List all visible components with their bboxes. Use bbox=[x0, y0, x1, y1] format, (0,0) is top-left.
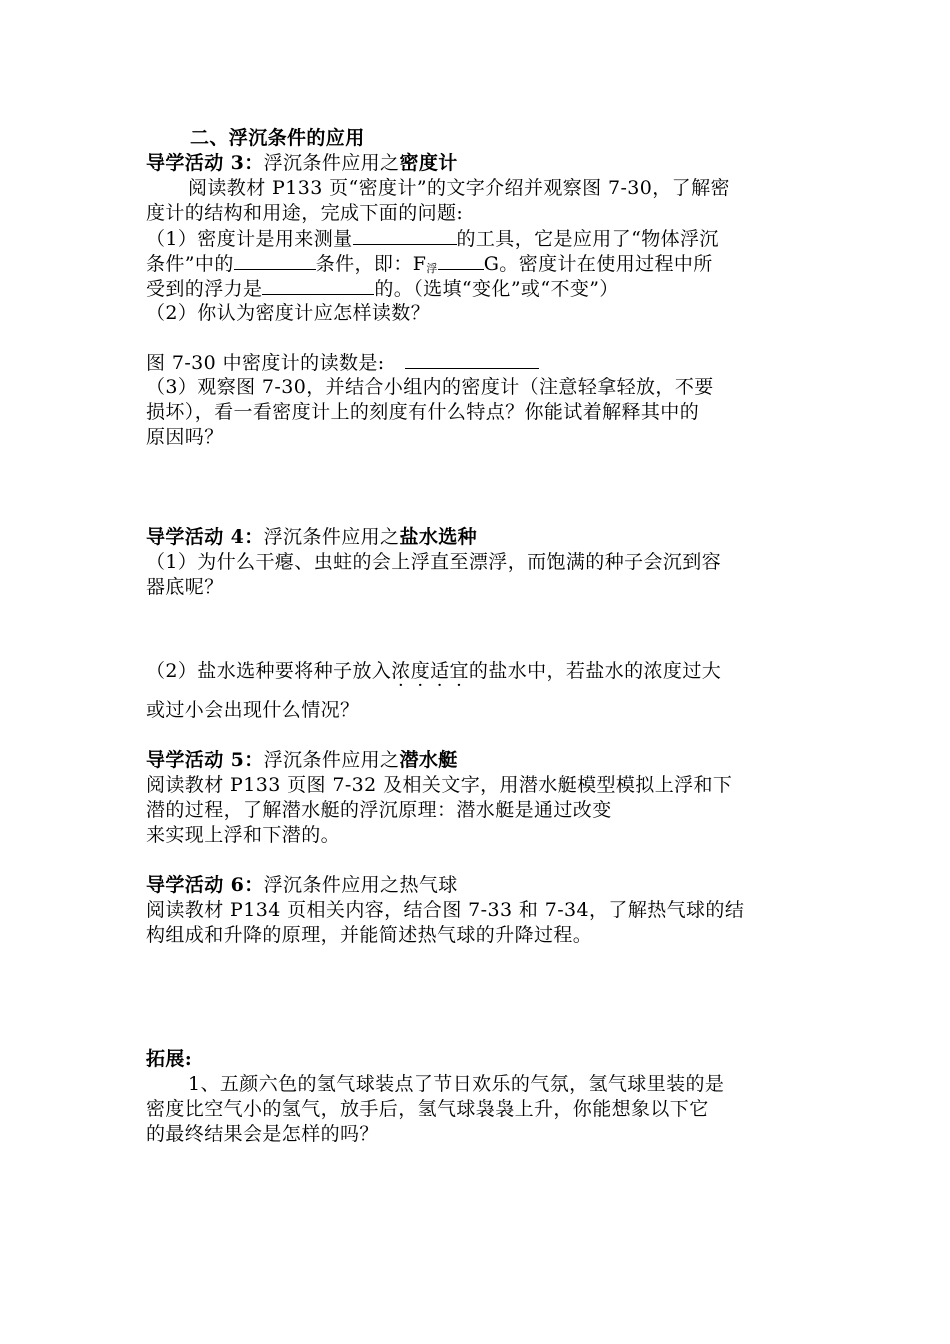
activity6-heading bbox=[146, 873, 458, 897]
extension-heading: 拓展: bbox=[146, 1048, 193, 1070]
activity3-q2: （2）你认为密度计应怎样读数？ bbox=[146, 302, 431, 324]
activity3-label: 导学活动 3： bbox=[146, 152, 264, 174]
section-title: 二、浮沉条件的应用 bbox=[190, 127, 365, 149]
activity5-label: 导学活动 5： bbox=[146, 749, 264, 771]
reading-label: 图 7-30 中密度计的读数是: bbox=[146, 352, 385, 374]
blank-measure[interactable] bbox=[353, 226, 457, 245]
emphasis-char: 宜 bbox=[449, 660, 469, 682]
extension-line3: 的最终结果会是怎样的吗？ bbox=[146, 1123, 379, 1145]
q1-text-f: G。密度计在使用过程中所 bbox=[483, 253, 713, 275]
q1-text-h: 的。（选填“变化”或“不变”） bbox=[374, 278, 619, 300]
q1-text-b: 的工具，它是应用了“物体浮沉 bbox=[456, 228, 719, 250]
blank-reading[interactable] bbox=[405, 350, 539, 369]
activity3-heading bbox=[146, 151, 458, 175]
activity5-title: 浮沉条件应用之 bbox=[263, 749, 400, 771]
q1-text-g: 受到的浮力是 bbox=[146, 278, 263, 300]
f-subscript: 浮 bbox=[426, 262, 438, 275]
activity5-line1: 阅读教材 P133 页图 7-32 及相关文字，用潜水艇模型模拟上浮和下 bbox=[146, 774, 733, 796]
activity3-topic: 密度计 bbox=[399, 152, 458, 174]
activity3-q1-line3 bbox=[146, 276, 619, 301]
activity5-heading bbox=[146, 748, 458, 772]
activity4-heading bbox=[146, 525, 477, 549]
q1-text-c: 条件”中的 bbox=[146, 253, 234, 275]
activity3-q3-line1: （3）观察图 7-30，并结合小组内的密度计（注意轻拿轻放，不要 bbox=[146, 376, 714, 398]
blank-condition[interactable] bbox=[234, 251, 316, 270]
activity4-q1-line1: （1）为什么干瘪、虫蛀的会上浮直至漂浮，而饱满的种子会沉到容 bbox=[146, 551, 722, 573]
extension-line2: 密度比空气小的氢气，放手后，氢气球袅袅上升，你能想象以下它 bbox=[146, 1098, 709, 1120]
activity3-intro-line1: 阅读教材 P133 页“密度计”的文字介绍并观察图 7-30，了解密 bbox=[188, 177, 730, 199]
activity4-q2-line1 bbox=[146, 659, 721, 683]
emphasis-char: 度 bbox=[410, 660, 431, 682]
activity4-q1-line2: 器底呢？ bbox=[146, 576, 224, 598]
activity5-line3: 来实现上浮和下潜的。 bbox=[146, 824, 341, 846]
activity4-q2-line2: 或过小会出现什么情况？ bbox=[146, 699, 360, 721]
activity3-intro-line2: 度计的结构和用途，完成下面的问题: bbox=[146, 202, 464, 224]
q1-text-d: 条件，即：F bbox=[315, 253, 427, 275]
blank-buoyancy[interactable] bbox=[262, 276, 374, 295]
emphasis-char: 浓 bbox=[391, 660, 411, 682]
activity5-line2: 潜的过程，了解潜水艇的浮沉原理：潜水艇是通过改变 bbox=[146, 799, 612, 821]
activity3-q3-line2: 损坏），看一看密度计上的刻度有什么特点？你能试着解释其中的 bbox=[146, 401, 700, 423]
activity5-topic: 潜水艇 bbox=[399, 749, 458, 771]
activity4-topic: 盐水选种 bbox=[399, 526, 478, 548]
activity4-label: 导学活动 4： bbox=[146, 526, 264, 548]
activity3-reading bbox=[146, 350, 539, 375]
activity6-line2: 构组成和升降的原理，并能简述热气球的升降过程。 bbox=[146, 924, 593, 946]
activity6-title: 浮沉条件应用之热气球 bbox=[263, 874, 458, 896]
q1-text-a: （1）密度计是用来测量 bbox=[146, 228, 353, 250]
q2-pre: （2）盐水选种要将种子放入 bbox=[146, 660, 392, 682]
activity6-label: 导学活动 6： bbox=[146, 874, 264, 896]
activity3-q3-line3: 原因吗？ bbox=[146, 426, 224, 448]
blank-relation[interactable] bbox=[438, 251, 484, 270]
activity3-title: 浮沉条件应用之 bbox=[263, 152, 400, 174]
activity4-title: 浮沉条件应用之 bbox=[263, 526, 400, 548]
activity6-line1: 阅读教材 P134 页相关内容，结合图 7-33 和 7-34，了解热气球的结 bbox=[146, 899, 745, 921]
q2-post: 的盐水中，若盐水的浓度过大 bbox=[468, 660, 722, 682]
activity3-q1-line1 bbox=[146, 226, 719, 251]
emphasis-char: 适 bbox=[430, 660, 450, 682]
extension-line1: 1、五颜六色的氢气球装点了节日欢乐的气氛，氢气球里装的是 bbox=[188, 1073, 725, 1095]
